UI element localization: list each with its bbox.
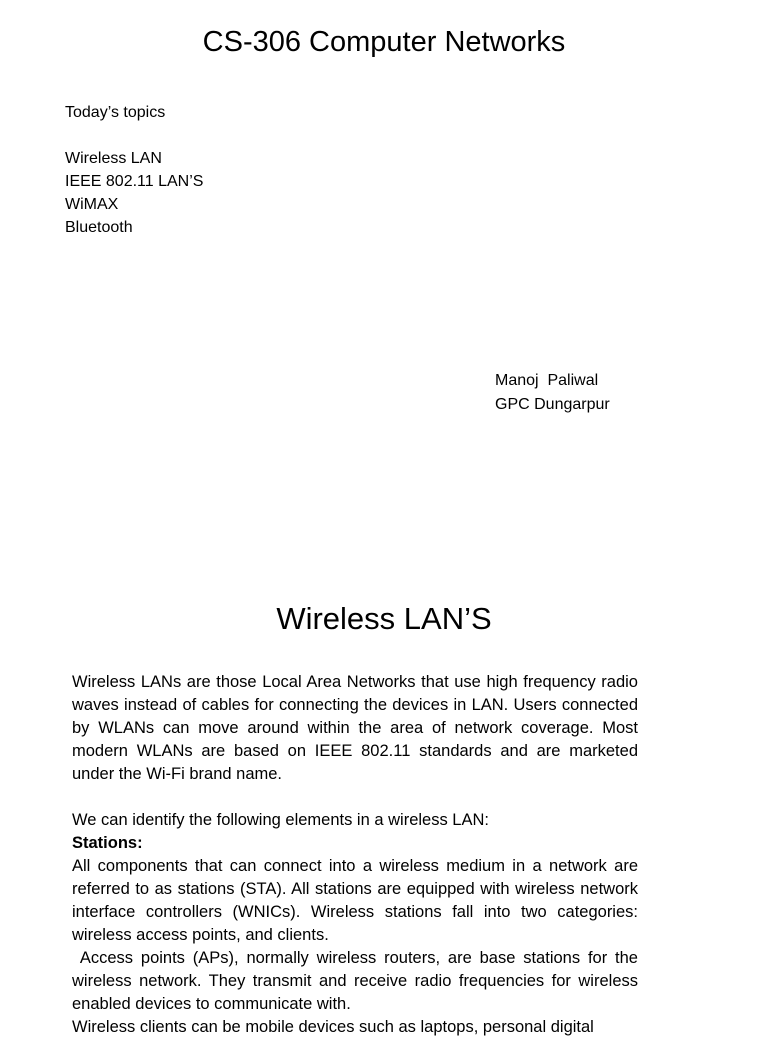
- course-title: CS-306 Computer Networks: [202, 26, 566, 58]
- paragraph-spacer: [72, 786, 638, 809]
- topic-item: Bluetooth: [65, 219, 133, 236]
- topic-item: WiMAX: [65, 196, 119, 213]
- topics-list: [65, 101, 203, 239]
- topics-heading: Today’s topics: [65, 104, 166, 121]
- topics-spacer: [65, 124, 203, 147]
- elements-intro: We can identify the following elements in a wireless LAN:: [72, 811, 489, 829]
- slide-wireless-lans: [0, 560, 768, 1036]
- intro-paragraph: Wireless LANs are those Local Area Networks that use high frequency radio waves instead of cables for connecting the devices in LAN. Users connected by WLANs can move around within the area of network coverage. Most modern WLANs are based on IEEE 802.11 standards and are marketed under the Wi-Fi brand name.: [72, 673, 638, 783]
- slide-title: Wireless LAN’S: [276, 601, 492, 636]
- stations-paragraph: All components that can connect into a wireless medium in a network are referred to as stations (STA). All stations are equipped with wireless network interface controllers (WNICs). Wireless stations fall into two categories: wireless access points, and clients.: [72, 857, 638, 944]
- access-points-paragraph: Access points (APs), normally wireless routers, are base stations for the wireless network. They transmit and receive radio frequencies for wireless enabled devices to communicate with.: [72, 949, 643, 1013]
- stations-heading: Stations:: [72, 834, 143, 852]
- slide-body: [72, 671, 643, 1039]
- topic-item: IEEE 802.11 LAN’S: [65, 173, 204, 190]
- topic-item: Wireless LAN: [65, 150, 162, 167]
- author-name: Manoj Paliwal: [495, 372, 599, 389]
- author-organization: GPC Dungarpur: [495, 396, 610, 413]
- clients-paragraph: Wireless clients can be mobile devices such as laptops, personal digital: [72, 1018, 594, 1036]
- author-block: [495, 369, 610, 417]
